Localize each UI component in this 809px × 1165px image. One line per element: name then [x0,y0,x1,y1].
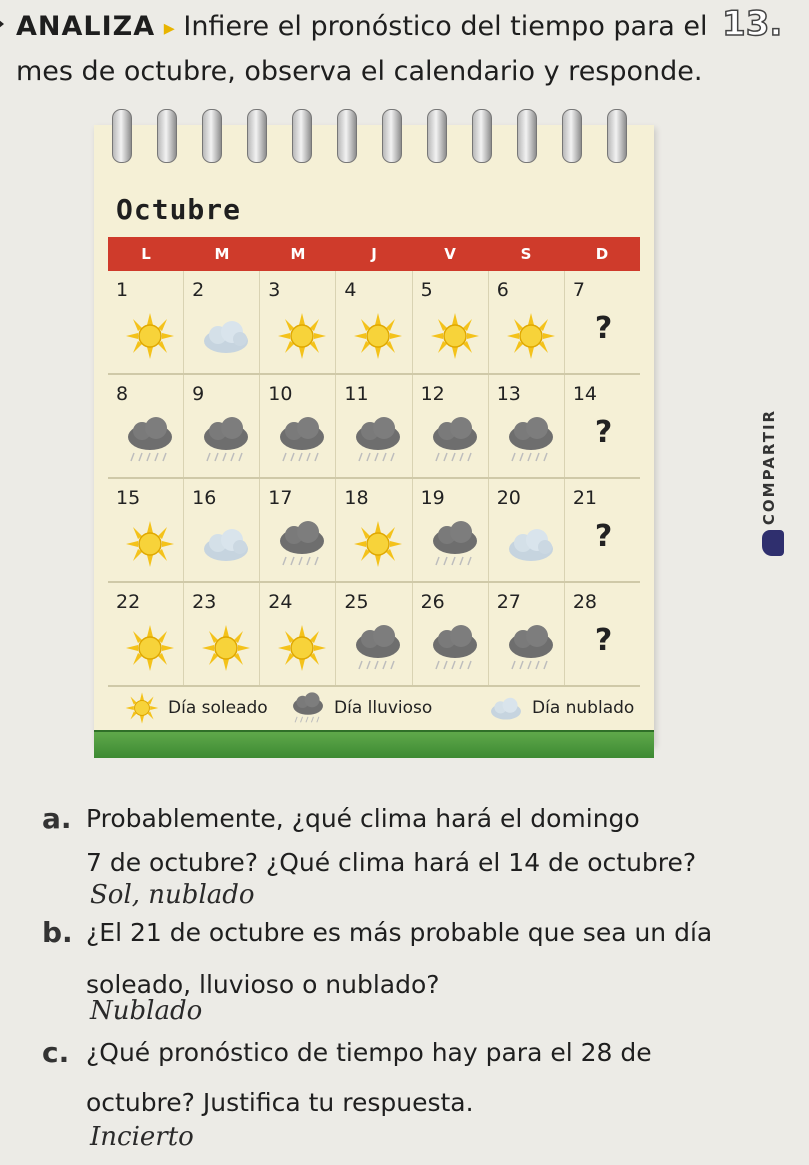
legend-cloudy-label: Día nublado [532,698,635,718]
weekday-label: S [520,245,532,263]
calendar-day-cell [336,479,412,581]
rain-cloud-icon [503,415,559,465]
calendar-week-row [108,375,640,479]
side-tab-label: COMPARTIR [760,408,778,526]
binder-ring [382,109,402,163]
sun-icon [350,311,406,361]
day-number: 7 [572,279,585,301]
calendar-week-row [108,583,640,687]
question-text-line1: ¿Qué pronóstico de tiempo hay para el 28 de [86,1038,652,1067]
day-number: 15 [116,487,141,509]
day-number: 17 [268,487,293,509]
calendar-weeks [108,271,640,687]
calendar-day-cell [413,271,489,373]
calendar-title: Octubre [116,193,242,226]
header-text: Infiere el pronóstico del tiempo para el [183,11,708,42]
header-line-1 [16,2,782,51]
legend-rainy [288,691,432,725]
day-number: 19 [420,487,445,509]
question-text-line2: soleado, lluvioso o nublado? [86,970,440,999]
calendar-day-cell [108,271,184,373]
calendar-day-cell [336,375,412,477]
question-text-line2: 7 de octubre? ¿Qué clima hará el 14 de octubre? [86,848,697,877]
rain-cloud-icon [274,519,330,569]
weekday-label: J [371,245,377,263]
calendar-base-bar [94,730,654,758]
sun-icon [427,311,483,361]
handwritten-answer: Incierto [90,1122,194,1152]
binder-ring [247,109,267,163]
day-number: 1 [116,279,129,301]
calendar-day-cell [336,271,412,373]
binder-ring [337,109,357,163]
calendar-day-cell [184,271,260,373]
header-line-2: mes de octubre, observa el calendario y responde. [16,56,703,87]
day-number: 2 [192,279,205,301]
calendar-day-cell [336,583,412,685]
calendar-week-row [108,479,640,583]
question-text-line2: octubre? Justifica tu respuesta. [86,1088,474,1117]
day-number: 26 [420,591,445,613]
calendar-day-cell [565,375,640,477]
rain-cloud-icon [288,691,328,725]
rain-cloud-icon [427,415,483,465]
weekday-label: L [141,245,151,263]
day-number: 21 [572,487,598,509]
rain-cloud-icon [198,415,254,465]
question-text-line1: Probablemente, ¿qué clima hará el domingo [86,804,640,833]
calendar-day-cell [413,583,489,685]
header-keyword: ANALIZA [16,11,156,42]
calendar-day-cell [260,375,336,477]
calendar-day-cell [489,271,565,373]
activity-number: 13. [722,4,783,44]
unknown-weather-mark: ? [594,415,613,450]
arrow-icon: ▸ [163,16,175,41]
day-number: 9 [192,383,205,405]
sun-icon [122,623,178,673]
binder-ring [112,109,132,163]
calendar-day-cell [184,375,260,477]
binder-ring [202,109,222,163]
day-number: 22 [116,591,141,613]
handwritten-answer: Sol, nublado [90,880,255,910]
question-letter: b. [42,916,73,949]
legend [114,685,644,725]
day-number: 3 [268,279,281,301]
day-number: 24 [268,591,293,613]
rain-cloud-icon [274,415,330,465]
side-tab [756,378,786,578]
sun-icon [122,691,162,725]
weekday-label: M [290,245,306,263]
legend-rainy-label: Día lluvioso [334,698,433,718]
weekday-label: D [595,245,609,263]
calendar-day-cell [108,479,184,581]
calendar-week-row [108,271,640,375]
tab-marker-icon [762,530,784,556]
cloud-icon [486,691,526,725]
calendar-day-cell [260,479,336,581]
binder-ring [607,109,627,163]
calendar-day-cell [489,583,565,685]
cloud-icon [198,519,254,569]
calendar-day-cell [108,375,184,477]
weekday-header-row [108,237,640,271]
october-calendar [94,125,654,745]
day-number: 11 [344,383,369,405]
calendar-day-cell [413,479,489,581]
calendar-day-cell [489,375,565,477]
day-number: 27 [496,591,521,613]
day-number: 20 [496,487,521,509]
calendar-day-cell [565,479,640,581]
triangle-bullet-icon [0,16,4,32]
day-number: 5 [420,279,433,301]
question-letter: c. [42,1036,70,1069]
sun-icon [122,311,178,361]
binder-ring [517,109,537,163]
calendar-grid [108,237,640,687]
sun-icon [350,519,406,569]
cloud-icon [503,519,559,569]
legend-sunny-label: Día soleado [168,698,268,718]
calendar-day-cell [184,583,260,685]
day-number: 23 [192,591,217,613]
rain-cloud-icon [350,415,406,465]
question-text-line1: ¿El 21 de octubre es más probable que sea un día [86,918,713,947]
day-number: 13 [496,383,521,405]
day-number: 12 [420,383,445,405]
binder-ring [157,109,177,163]
rain-cloud-icon [427,623,483,673]
weekday-label: V [444,245,456,263]
handwritten-answer: Nublado [90,996,203,1026]
calendar-day-cell [184,479,260,581]
rain-cloud-icon [122,415,178,465]
sun-icon [274,623,330,673]
calendar-day-cell [260,271,336,373]
day-number: 25 [344,591,369,613]
unknown-weather-mark: ? [594,519,613,554]
legend-cloudy [486,691,634,725]
sun-icon [274,311,330,361]
sun-icon [503,311,559,361]
sun-icon [198,623,254,673]
day-number: 8 [116,383,129,405]
day-number: 18 [344,487,369,509]
day-number: 14 [572,383,598,405]
calendar-day-cell [565,271,640,373]
binder-ring [292,109,312,163]
cloud-icon [198,311,254,361]
unknown-weather-mark: ? [594,623,613,658]
sun-icon [122,519,178,569]
binder-rings [112,109,637,169]
day-number: 6 [496,279,509,301]
rain-cloud-icon [350,623,406,673]
day-number: 28 [572,591,598,613]
calendar-day-cell [413,375,489,477]
weekday-label: M [214,245,230,263]
calendar-day-cell [565,583,640,685]
calendar-day-cell [108,583,184,685]
binder-ring [562,109,582,163]
binder-ring [427,109,447,163]
day-number: 10 [268,383,293,405]
calendar-day-cell [260,583,336,685]
rain-cloud-icon [503,623,559,673]
calendar-day-cell [489,479,565,581]
question-letter: a. [42,802,72,835]
binder-ring [472,109,492,163]
unknown-weather-mark: ? [594,311,613,346]
legend-sunny [122,691,268,725]
day-number: 16 [192,487,217,509]
rain-cloud-icon [427,519,483,569]
day-number: 4 [344,279,357,301]
